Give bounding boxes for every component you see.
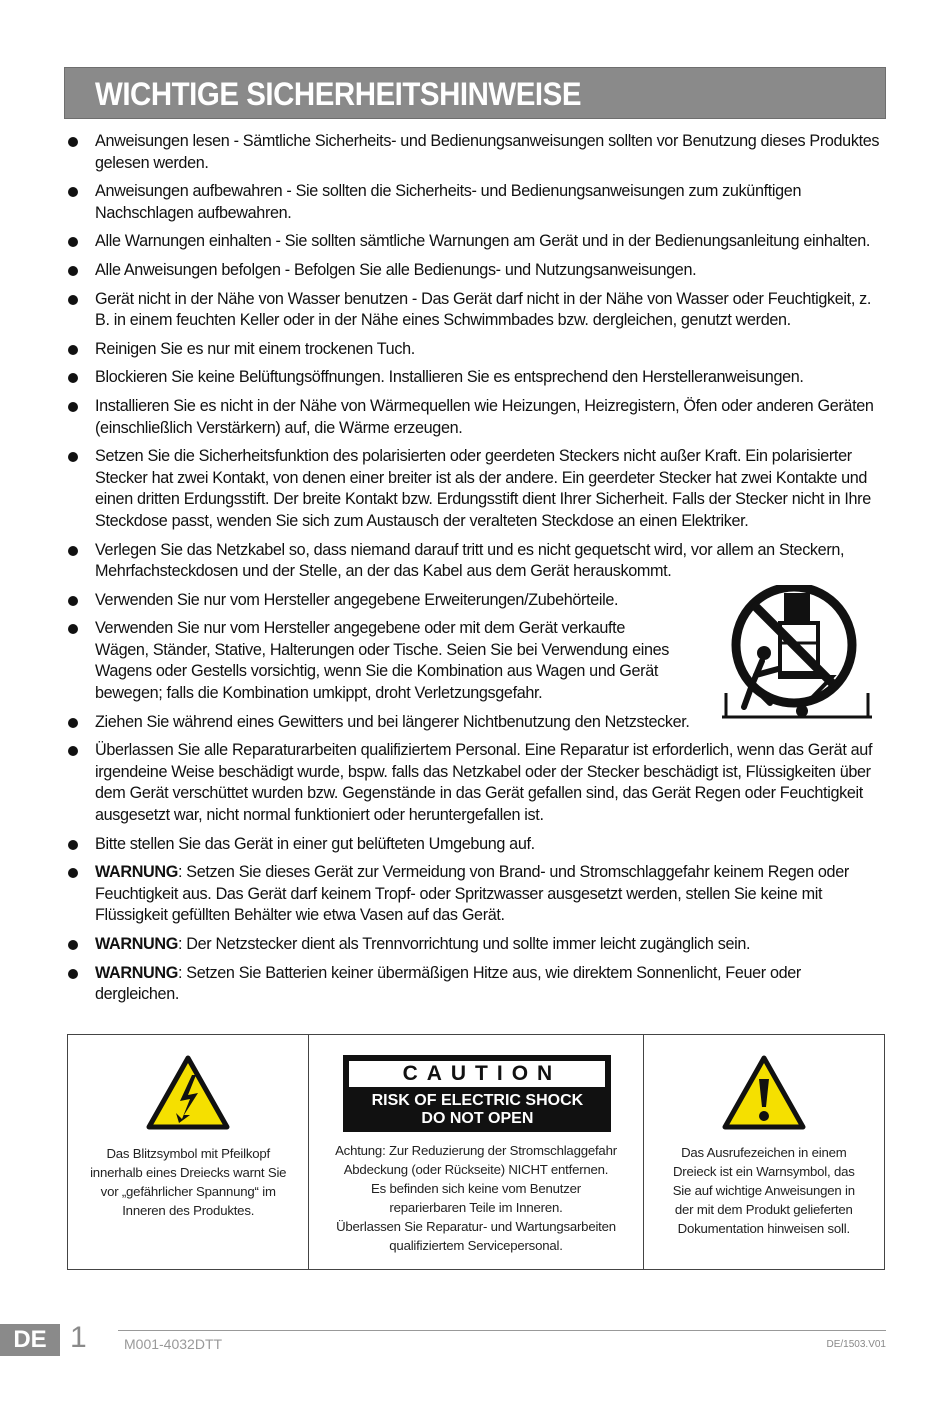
caution-label: [343, 1055, 611, 1132]
list-item: Überlassen Sie alle Reparaturarbeiten qualifiziertem Personal. Eine Reparatur ist erforderlich, wenn das Gerät auf irgendeine Weise beschädigt wurde, bspw. falls das Netzkabel oder der Stecker beschädigt ist, Flüssigkeiten über dem Gerät verschüttet wurden bzw. Gegenstände in das Gerät gefallen sind, das Gerät Regen oder Feuchtigkeit ausgesetzt war, nicht normal funktioniert oder heruntergefallen ist.: [66, 740, 888, 826]
page-number: 1: [70, 1321, 87, 1354]
list-item: WARNUNG: Der Netzstecker dient als Trennvorrichtung und sollte immer leicht zugänglich sein.: [66, 934, 888, 956]
bullet-icon: [68, 402, 78, 412]
lightning-description: Das Blitzsymbol mit Pfeilkopf innerhalb eines Dreiecks warnt Sie vor „gefährlicher Spannung“ im Inneren des Produktes.: [90, 1146, 287, 1218]
exclamation-description: Das Ausrufezeichen in einem Dreieck ist ein Warnsymbol, das Sie auf wichtige Anweisungen in der mit dem Produkt gelieferten Dokumentation hinweisen soll.: [672, 1145, 855, 1236]
bullet-icon: [68, 266, 78, 276]
bullet-icon: [68, 718, 78, 728]
list-item: Bitte stellen Sie das Gerät in einer gut belüfteten Umgebung auf.: [66, 834, 888, 856]
bullet-icon: [68, 746, 78, 756]
section-header: [64, 67, 886, 119]
bullet-icon: [68, 969, 78, 979]
warning-label: WARNUNG: [95, 963, 178, 982]
list-item: Verwenden Sie nur vom Hersteller angegebene oder mit dem Gerät verkaufte Wägen, Ständer, Stative, Halterungen oder Tische. Seien Sie bei Verwendung eines Wagens oder Gestells vorsichtig, wenn Sie die Kombination aus Wagen und Gerät bewegen; falls die Kombination umkippt, droht Verletzungsgefahr.: [66, 618, 888, 704]
bullet-icon: [68, 373, 78, 383]
bullet-icon: [68, 237, 78, 247]
caution-description: Achtung: Zur Reduzierung der Stromschlaggefahr Abdeckung (oder Rückseite) NICHT entfernen. Es befinden sich keine vom Benutzer reparierbaren Teile im Inneren. Überlassen Sie Reparatur- und Wartungsarbeiten qualifiziertem Servicepersonal.: [335, 1143, 617, 1253]
revision-code: DE/1503.V01: [826, 1339, 886, 1350]
safety-instructions-list: [66, 131, 888, 1013]
bullet-icon: [68, 624, 78, 634]
list-item: Alle Warnungen einhalten - Sie sollten sämtliche Warnungen am Gerät und in der Bedienungsanleitung einhalten.: [66, 231, 888, 253]
list-item: Ziehen Sie während eines Gewitters und bei längerer Nichtbenutzung den Netzstecker.: [66, 712, 888, 734]
bullet-icon: [68, 137, 78, 147]
list-item: Setzen Sie die Sicherheitsfunktion des polarisierten oder geerdeten Steckers nicht außer Kraft. Ein polarisierter Stecker hat zwei Kontakt, von denen einer breiter ist als der andere. Ein geerdeter Stecker hat zwei Kontakte und einen dritten Erdungsstift. Der breite Kontakt bzw. Erdungsstift dient Ihrer Sicherheit. Falls der Stecker nicht in Ihre Steckdose passt, wenden Sie sich zum Austausch der veralteten Steckdose an einen Elektriker.: [66, 446, 888, 532]
bullet-icon: [68, 187, 78, 197]
warning-label: WARNUNG: [95, 863, 178, 882]
lightning-warning-icon: [146, 1055, 230, 1131]
bullet-icon: [68, 295, 78, 305]
caution-risk-text: RISK OF ELECTRIC SHOCK: [371, 1092, 584, 1109]
list-item: Reinigen Sie es nur mit einem trockenen Tuch.: [66, 339, 888, 361]
footer-divider: [118, 1330, 886, 1331]
warning-label: WARNUNG: [95, 935, 178, 953]
list-item: Anweisungen lesen - Sämtliche Sicherheits- und Bedienungsanweisungen sollten vor Benutzung dieses Produktes gelesen werden.: [66, 131, 888, 174]
bullet-icon: [68, 345, 78, 355]
model-number: M001-4032DTT: [124, 1336, 223, 1352]
list-item: Verlegen Sie das Netzkabel so, dass niemand darauf tritt und es nicht gequetscht wird, vor allem an Steckern, Mehrfachsteckdosen und der Stelle, an der das Kabel aus dem Gerät herauskommt.: [66, 540, 888, 583]
bullet-icon: [68, 840, 78, 850]
caution-title: CAUTION: [349, 1061, 605, 1087]
no-cart-tip-over-icon: [722, 585, 872, 725]
list-item: WARNUNG: Setzen Sie Batterien keiner übermäßigen Hitze aus, wie direktem Sonnenlicht, Feuer oder dergleichen.: [66, 963, 888, 1006]
bullet-icon: [68, 940, 78, 950]
bullet-icon: [68, 452, 78, 462]
list-item: Installieren Sie es nicht in der Nähe von Wärmequellen wie Heizungen, Heizregistern, Öfen oder anderen Geräten (einschließlich Verstärkern) auf, die Wärme erzeugen.: [66, 396, 888, 439]
caution-do-not-open-text: DO NOT OPEN: [421, 1110, 534, 1127]
exclamation-symbol-cell: [643, 1035, 884, 1269]
exclamation-warning-icon: [722, 1055, 806, 1131]
language-badge: DE: [0, 1324, 60, 1356]
warning-symbols-table: [67, 1034, 885, 1270]
lightning-symbol-cell: [68, 1035, 308, 1269]
list-item: Gerät nicht in der Nähe von Wasser benutzen - Das Gerät darf nicht in der Nähe von Wasser oder Feuchtigkeit, z. B. in einem feuchten Keller oder in der Nähe eines Schwimmbades bzw. dergleichen, genutzt werden.: [66, 289, 888, 332]
page-title: WICHTIGE SICHERHEITSHINWEISE: [95, 76, 581, 112]
list-item: WARNUNG: Setzen Sie dieses Gerät zur Vermeidung von Brand- und Stromschlaggefahr keinem Regen oder Feuchtigkeit aus. Das Gerät darf keinem Tropf- oder Spritzwasser ausgesetzt werden, stellen Sie keine mit Flüssigkeit gefüllten Behälter wie etwa Vasen auf das Gerät.: [66, 862, 888, 927]
list-item: Alle Anweisungen befolgen - Befolgen Sie alle Bedienungs- und Nutzungsanweisungen.: [66, 260, 888, 282]
caution-symbol-cell: [308, 1035, 642, 1269]
bullet-icon: [68, 546, 78, 556]
bullet-icon: [68, 596, 78, 606]
list-item: Blockieren Sie keine Belüftungsöffnungen. Installieren Sie es entsprechend den Herstelleranweisungen.: [66, 367, 888, 389]
list-item: Anweisungen aufbewahren - Sie sollten die Sicherheits- und Bedienungsanweisungen zum zukünftigen Nachschlagen aufbewahren.: [66, 181, 888, 224]
list-item: Verwenden Sie nur vom Hersteller angegebene Erweiterungen/Zubehörteile.: [66, 590, 888, 612]
bullet-icon: [68, 868, 78, 878]
